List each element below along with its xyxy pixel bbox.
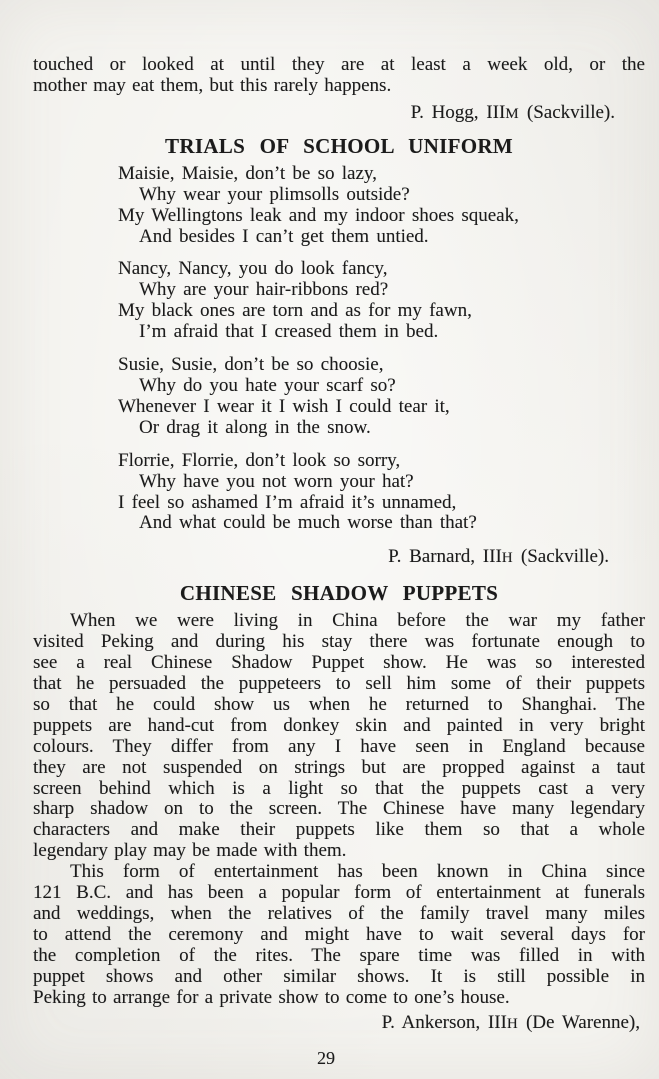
verse-line: Florrie, Florrie, don’t look so sorry, (118, 449, 401, 471)
stanza (33, 164, 645, 248)
attribution-ankerson (33, 1012, 645, 1035)
article-paragraph (33, 611, 645, 862)
verse-line: Why have you not worn your hat? (139, 470, 414, 492)
body-line: that he persuaded the puppeteers to sell him some of their puppets (33, 673, 645, 695)
body-line: When we were living in China before the war my father (70, 610, 645, 632)
attribution-form-letter: H (506, 1015, 519, 1032)
article-paragraph (33, 862, 645, 1008)
attribution-text: (De Warenne), (518, 1011, 640, 1033)
page-number: 29 (317, 1047, 335, 1068)
verse-line: Maisie, Maisie, don’t be so lazy, (118, 162, 377, 184)
attribution-hogg (33, 102, 645, 125)
attribution-form-letter: H (501, 550, 514, 567)
verse-line: Or drag it along in the snow. (139, 416, 371, 438)
body-line: legendary play may be made with them. (33, 840, 347, 862)
body-line: touched or looked at until they are at least a week old, or the (33, 54, 645, 75)
verse-line: And what could be much worse than that? (139, 512, 477, 534)
verse-line: Whenever I wear it I wish I could tear it, (118, 395, 450, 417)
body-line: Peking to arrange for a private show to come to one’s house. (33, 986, 510, 1008)
verse-line: Why wear your plimsolls outside? (139, 183, 410, 205)
verse-line: Why do you hate your scarf so? (139, 374, 396, 396)
verse-line: I feel so ashamed I’m afraid it’s unnamed, (118, 491, 457, 513)
verse-line: I’m afraid that I creased them in bed. (139, 321, 439, 343)
verse-line: And besides I can’t get them untied. (139, 225, 429, 247)
body-line: see a real Chinese Shadow Puppet show. He was so interested (33, 652, 645, 674)
body-line: visited Peking and during his stay there was fortunate enough to (33, 631, 645, 653)
body-line: puppet shows and other similar shows. It is still possible in (33, 965, 645, 987)
poem-title: TRIALS OF SCHOOL UNIFORM (165, 133, 513, 158)
body-line: This form of entertainment has been known in China since (70, 861, 645, 883)
body-line: and weddings, when the relatives of the family travel many miles (33, 903, 645, 924)
body-line: mother may eat them, but this rarely happens. (33, 74, 392, 96)
attribution-text: (Sackville). (519, 101, 615, 123)
attribution-text: P. Hogg, III (410, 101, 506, 123)
attribution-text: (Sackville). (513, 546, 609, 568)
verse-line: Nancy, Nancy, you do look fancy, (118, 258, 388, 280)
body-line: they are not suspended on strings but are propped against a taut (33, 756, 645, 778)
intro-paragraph (33, 55, 645, 97)
body-line: colours. They differ from any I have seen in England because (33, 735, 645, 757)
body-line: puppets are hand-cut from donkey skin and painted in very bright (33, 714, 645, 736)
verse-line: My Wellingtons leak and my indoor shoes squeak, (118, 204, 519, 226)
attribution-text: P. Barnard, III (388, 546, 502, 568)
attribution-form-letter: M (505, 105, 520, 122)
body-line: characters and make their puppets like them so that a whole (33, 819, 645, 841)
body-line: 121 B.C. and has been a popular form of entertainment at funerals (33, 882, 645, 904)
body-line: to attend the ceremony and might have to wait several days for (33, 923, 645, 945)
verse-line: My black ones are torn and as for my fawn, (118, 300, 472, 322)
article-title: CHINESE SHADOW PUPPETS (179, 581, 499, 606)
verse-line: Why are your hair-ribbons red? (139, 279, 389, 301)
stanza (33, 259, 645, 343)
body-line: screen behind which is a light so that the puppets cast a very (33, 777, 645, 799)
attribution-text: P. Ankerson, III (381, 1011, 507, 1033)
body-line: the completion of the rites. The spare time was filled in with (33, 944, 645, 966)
poem (33, 164, 645, 535)
body-line: sharp shadow on to the screen. The Chinese have many legendary (33, 798, 645, 820)
stanza (33, 355, 645, 439)
verse-line: Susie, Susie, don’t be so choosie, (118, 354, 384, 376)
stanza (33, 451, 645, 535)
attribution-barnard (33, 546, 645, 569)
body-line: so that he could show us when he returned to Shanghai. The (33, 693, 645, 715)
